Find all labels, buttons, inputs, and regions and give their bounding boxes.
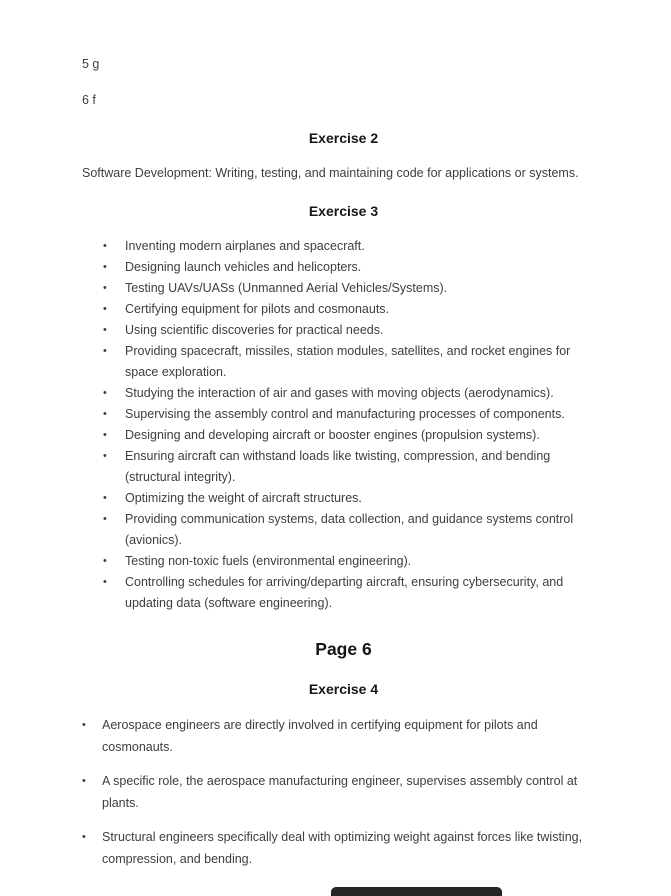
list-item [103, 299, 605, 320]
bullet-icon: • [103, 282, 107, 294]
exercise4-heading: Exercise 4 [308, 681, 379, 697]
list-item-text: Designing and developing aircraft or booster engines (propulsion systems). [125, 428, 540, 442]
list-item-text: A specific role, the aerospace manufacturing engineer, supervises assembly control at plants. [102, 774, 578, 810]
list-item-text: Optimizing the weight of aircraft structures. [125, 491, 362, 505]
list-item-text: Providing spacecraft, missiles, station modules, satellites, and rocket engines for space exploration. [125, 344, 571, 379]
list-item [103, 236, 605, 257]
bullet-icon: • [82, 719, 86, 731]
bullet-icon: • [82, 831, 86, 843]
bullet-icon: • [103, 261, 107, 273]
bullet-icon: • [103, 303, 107, 315]
page6-heading: Page 6 [315, 639, 372, 659]
list-item [103, 257, 605, 278]
bullet-icon: • [103, 450, 107, 462]
bullet-icon: • [103, 492, 107, 504]
answer-line-5: 5 g [82, 57, 100, 71]
list-item-text: Testing non-toxic fuels (environmental engineering). [125, 554, 412, 568]
list-item [103, 425, 605, 446]
list-item [103, 278, 605, 299]
list-item-text: Controlling schedules for arriving/departing aircraft, ensuring cybersecurity, and updating data (software engineering). [125, 575, 564, 610]
bullet-icon: • [103, 408, 107, 420]
list-item-text: Ensuring aircraft can withstand loads like twisting, compression, and bending (structural integrity). [125, 449, 551, 484]
answer-line-6: 6 f [82, 93, 96, 107]
bullet-icon: • [82, 775, 86, 787]
bullet-icon: • [103, 324, 107, 336]
bullet-icon: • [103, 429, 107, 441]
list-item-text: Providing communication systems, data collection, and guidance systems control (avionics). [125, 512, 574, 547]
bullet-icon: • [103, 576, 107, 588]
list-item-text: Studying the interaction of air and gases with moving objects (aerodynamics). [125, 386, 554, 400]
exercise2-paragraph: Software Development: Writing, testing, and maintaining code for applications or systems. [82, 166, 579, 180]
bullet-icon: • [103, 345, 107, 357]
list-item-text: Inventing modern airplanes and spacecraft. [125, 239, 365, 253]
list-item [103, 509, 605, 551]
bottom-overlay-bar [331, 887, 502, 896]
list-item-text: Supervising the assembly control and manufacturing processes of components. [125, 407, 565, 421]
list-item-text: Aerospace engineers are directly involved in certifying equipment for pilots and cosmonauts. [102, 718, 538, 754]
list-item-text: Using scientific discoveries for practical needs. [125, 323, 384, 337]
list-item [103, 488, 605, 509]
list-item [103, 404, 605, 425]
exercise4-list [82, 714, 605, 870]
bullet-icon: • [103, 555, 107, 567]
list-item-text: Testing UAVs/UASs (Unmanned Aerial Vehicles/Systems). [125, 281, 448, 295]
list-item [103, 341, 605, 383]
list-item-text: Structural engineers specifically deal with optimizing weight against forces like twisting, compression, and bending. [102, 830, 583, 866]
exercise3-heading: Exercise 3 [308, 203, 379, 219]
list-item-text: Designing launch vehicles and helicopters. [125, 260, 362, 274]
list-item [103, 572, 605, 614]
exercise2-heading: Exercise 2 [308, 130, 379, 146]
list-item [103, 383, 605, 404]
bullet-icon: • [103, 240, 107, 252]
exercise3-list [103, 236, 605, 614]
list-item [103, 320, 605, 341]
bullet-icon: • [103, 387, 107, 399]
list-item [103, 446, 605, 488]
list-item [82, 770, 605, 814]
list-item [82, 826, 605, 870]
list-item [82, 714, 605, 758]
bullet-icon: • [103, 513, 107, 525]
list-item [103, 551, 605, 572]
list-item-text: Certifying equipment for pilots and cosmonauts. [125, 302, 390, 316]
